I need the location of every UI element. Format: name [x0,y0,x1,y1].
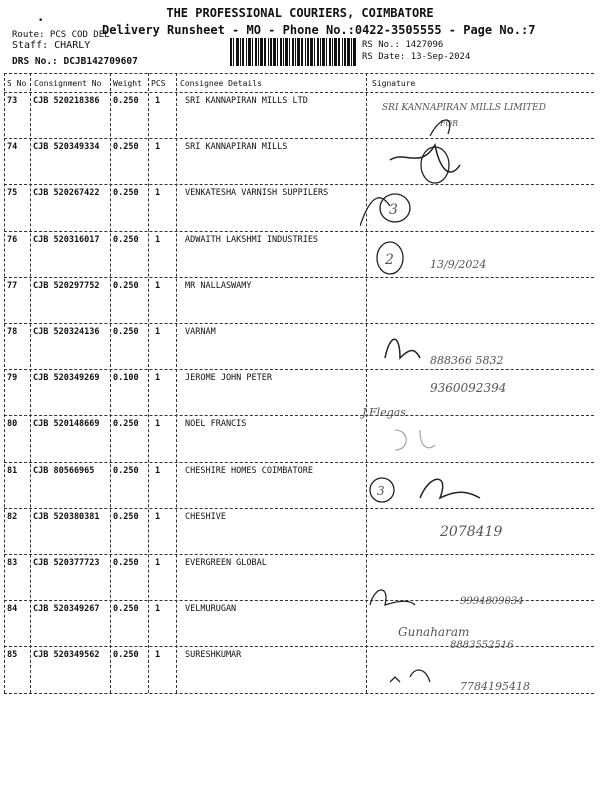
row-pcs: 1 [155,511,161,522]
row-divider [4,323,594,324]
row-consignee: EVERGREEN GLOBAL [185,558,267,568]
staff-label: Staff: CHARLY [12,40,91,51]
sig-number: 2 [385,252,394,268]
row-consignment-no: CJB 520218386 [33,96,100,106]
sig-number: 3 [389,202,398,218]
row-pcs: 1 [155,280,161,291]
row-sno: 77 [7,280,18,291]
row-pcs: 1 [155,96,161,106]
signature-row-80 [360,420,595,466]
row-pcs: 1 [155,234,161,245]
row-weight: 0.250 [113,419,139,430]
row-sno: 76 [7,234,18,245]
row-weight: 0.250 [113,234,139,245]
row-pcs: 1 [155,327,161,337]
row-pcs: 1 [155,142,161,153]
row-consignee: VENKATESHA VARNISH SUPPILERS [185,188,329,199]
row-consignee: CHESHIRE HOMES COIMBATORE [185,465,313,476]
row-weight: 0.250 [113,188,139,199]
row-weight: 0.250 [113,650,139,661]
table-header-rule [4,92,594,93]
row-consignment-no: CJB 520324136 [33,327,100,337]
row-consignee: SRI KANNAPIRAN MILLS [185,142,288,153]
signature-row-82 [360,510,595,556]
row-sno: 73 [7,96,18,106]
rs-number: RS No.: 1427096 [362,40,444,50]
sig-phone: 9360092394 [430,381,507,395]
col-header-pcs: PCS [151,79,166,88]
company-title: THE PROFESSIONAL COURIERS, COIMBATORE [166,6,434,20]
rs-date: RS Date: 13-Sep-2024 [362,52,471,62]
row-sno: 85 [7,650,18,661]
col-header-signature: Signature [372,79,416,88]
row-sno: 80 [7,419,18,430]
row-pcs: 1 [155,604,161,615]
runsheet-title: Delivery Runsheet - MO - Phone No.:0422-3505555 - Page No.:7 [102,23,536,37]
header-dot: • [38,16,44,26]
barcode [230,38,356,66]
signature-row-79 [360,374,595,420]
row-sno: 84 [7,604,18,615]
signature-row-75 [360,186,595,232]
company-stamp [360,96,595,142]
row-weight: 0.250 [113,558,139,568]
signature-row-76 [360,234,595,280]
signature-row-84 [360,618,595,664]
row-consignee: VARNAM [185,327,216,337]
signature-row-85 [360,662,595,708]
row-pcs: 1 [155,558,161,568]
row-sno: 82 [7,511,18,522]
row-weight: 0.100 [113,373,139,384]
row-pcs: 1 [155,650,161,661]
row-consignment-no: CJB 520349267 [33,604,100,615]
sig-phone: 8883552516 [450,640,514,651]
stamp-text: SRI KANNAPIRAN MILLS LIMITED [382,103,546,113]
row-weight: 0.250 [113,96,139,106]
table-top-rule [4,73,594,74]
sig-phone: 9994809034 [460,596,524,607]
row-consignment-no: CJB 520377723 [33,558,100,568]
row-sno: 81 [7,465,18,476]
sig-number: 3 [377,484,385,498]
row-weight: 0.250 [113,280,139,291]
route-label: Route: PCS COD DEL [12,30,110,40]
row-weight: 0.250 [113,511,139,522]
row-weight: 0.250 [113,327,139,337]
row-consignment-no: CJB 520316017 [33,234,100,245]
row-sno: 74 [7,142,18,153]
row-consignee: JEROME JOHN PETER [185,373,272,384]
signature-row-81 [360,468,595,514]
row-sno: 83 [7,558,18,568]
row-consignment-no: CJB 520349562 [33,650,100,661]
row-consignee: NOEL FRANCIS [185,419,247,430]
row-consignment-no: CJB 520148669 [33,419,100,430]
row-weight: 0.250 [113,142,139,153]
signature-row-74 [360,140,595,186]
row-sno: 79 [7,373,18,384]
row-sno: 75 [7,188,18,199]
row-consignee: CHESHIVE [185,511,226,522]
drs-number: DRS No.: DCJB142709607 [12,56,138,67]
sig-name: Gunaharam [398,625,470,639]
row-consignment-no: CJB 520349269 [33,373,100,384]
row-consignment-no: CJB 520380381 [33,511,100,522]
col-header-consignee: Consignee Details [180,79,262,88]
row-weight: 0.250 [113,604,139,615]
row-consignment-no: CJB 520297752 [33,280,100,291]
row-consignee: VELMURUGAN [185,604,237,615]
row-consignee: SURESHKUMAR [185,650,242,661]
row-consignee: MR NALLASWAMY [185,280,252,291]
col-header-sno: S No [7,79,27,88]
row-pcs: 1 [155,188,161,199]
signature-row-73 [360,96,595,142]
sig-date: 13/9/2024 [430,258,487,271]
row-sno: 78 [7,327,18,337]
sig-number: 7784195418 [460,680,530,693]
sig-name: J.Flegas [362,406,406,419]
row-consignee: ADWAITH LAKSHMI INDUSTRIES [185,234,319,245]
row-pcs: 1 [155,465,161,476]
row-consignment-no: CJB 520349334 [33,142,100,153]
row-weight: 0.250 [113,465,139,476]
signature-row-78 [360,328,595,374]
sig-number: 888366 5832 [430,354,504,367]
sig-number: 2078419 [440,524,503,540]
row-pcs: 1 [155,373,161,384]
row-pcs: 1 [155,419,161,430]
stamp-sub-text: FOR [440,119,459,128]
col-header-weight: Weight [113,79,142,88]
row-consignee: SRI KANNAPIRAN MILLS LTD [185,96,308,106]
row-consignment-no: CJB 80566965 [33,465,95,476]
row-consignment-no: CJB 520267422 [33,188,100,199]
col-header-consignment: Consignment No [34,79,102,88]
